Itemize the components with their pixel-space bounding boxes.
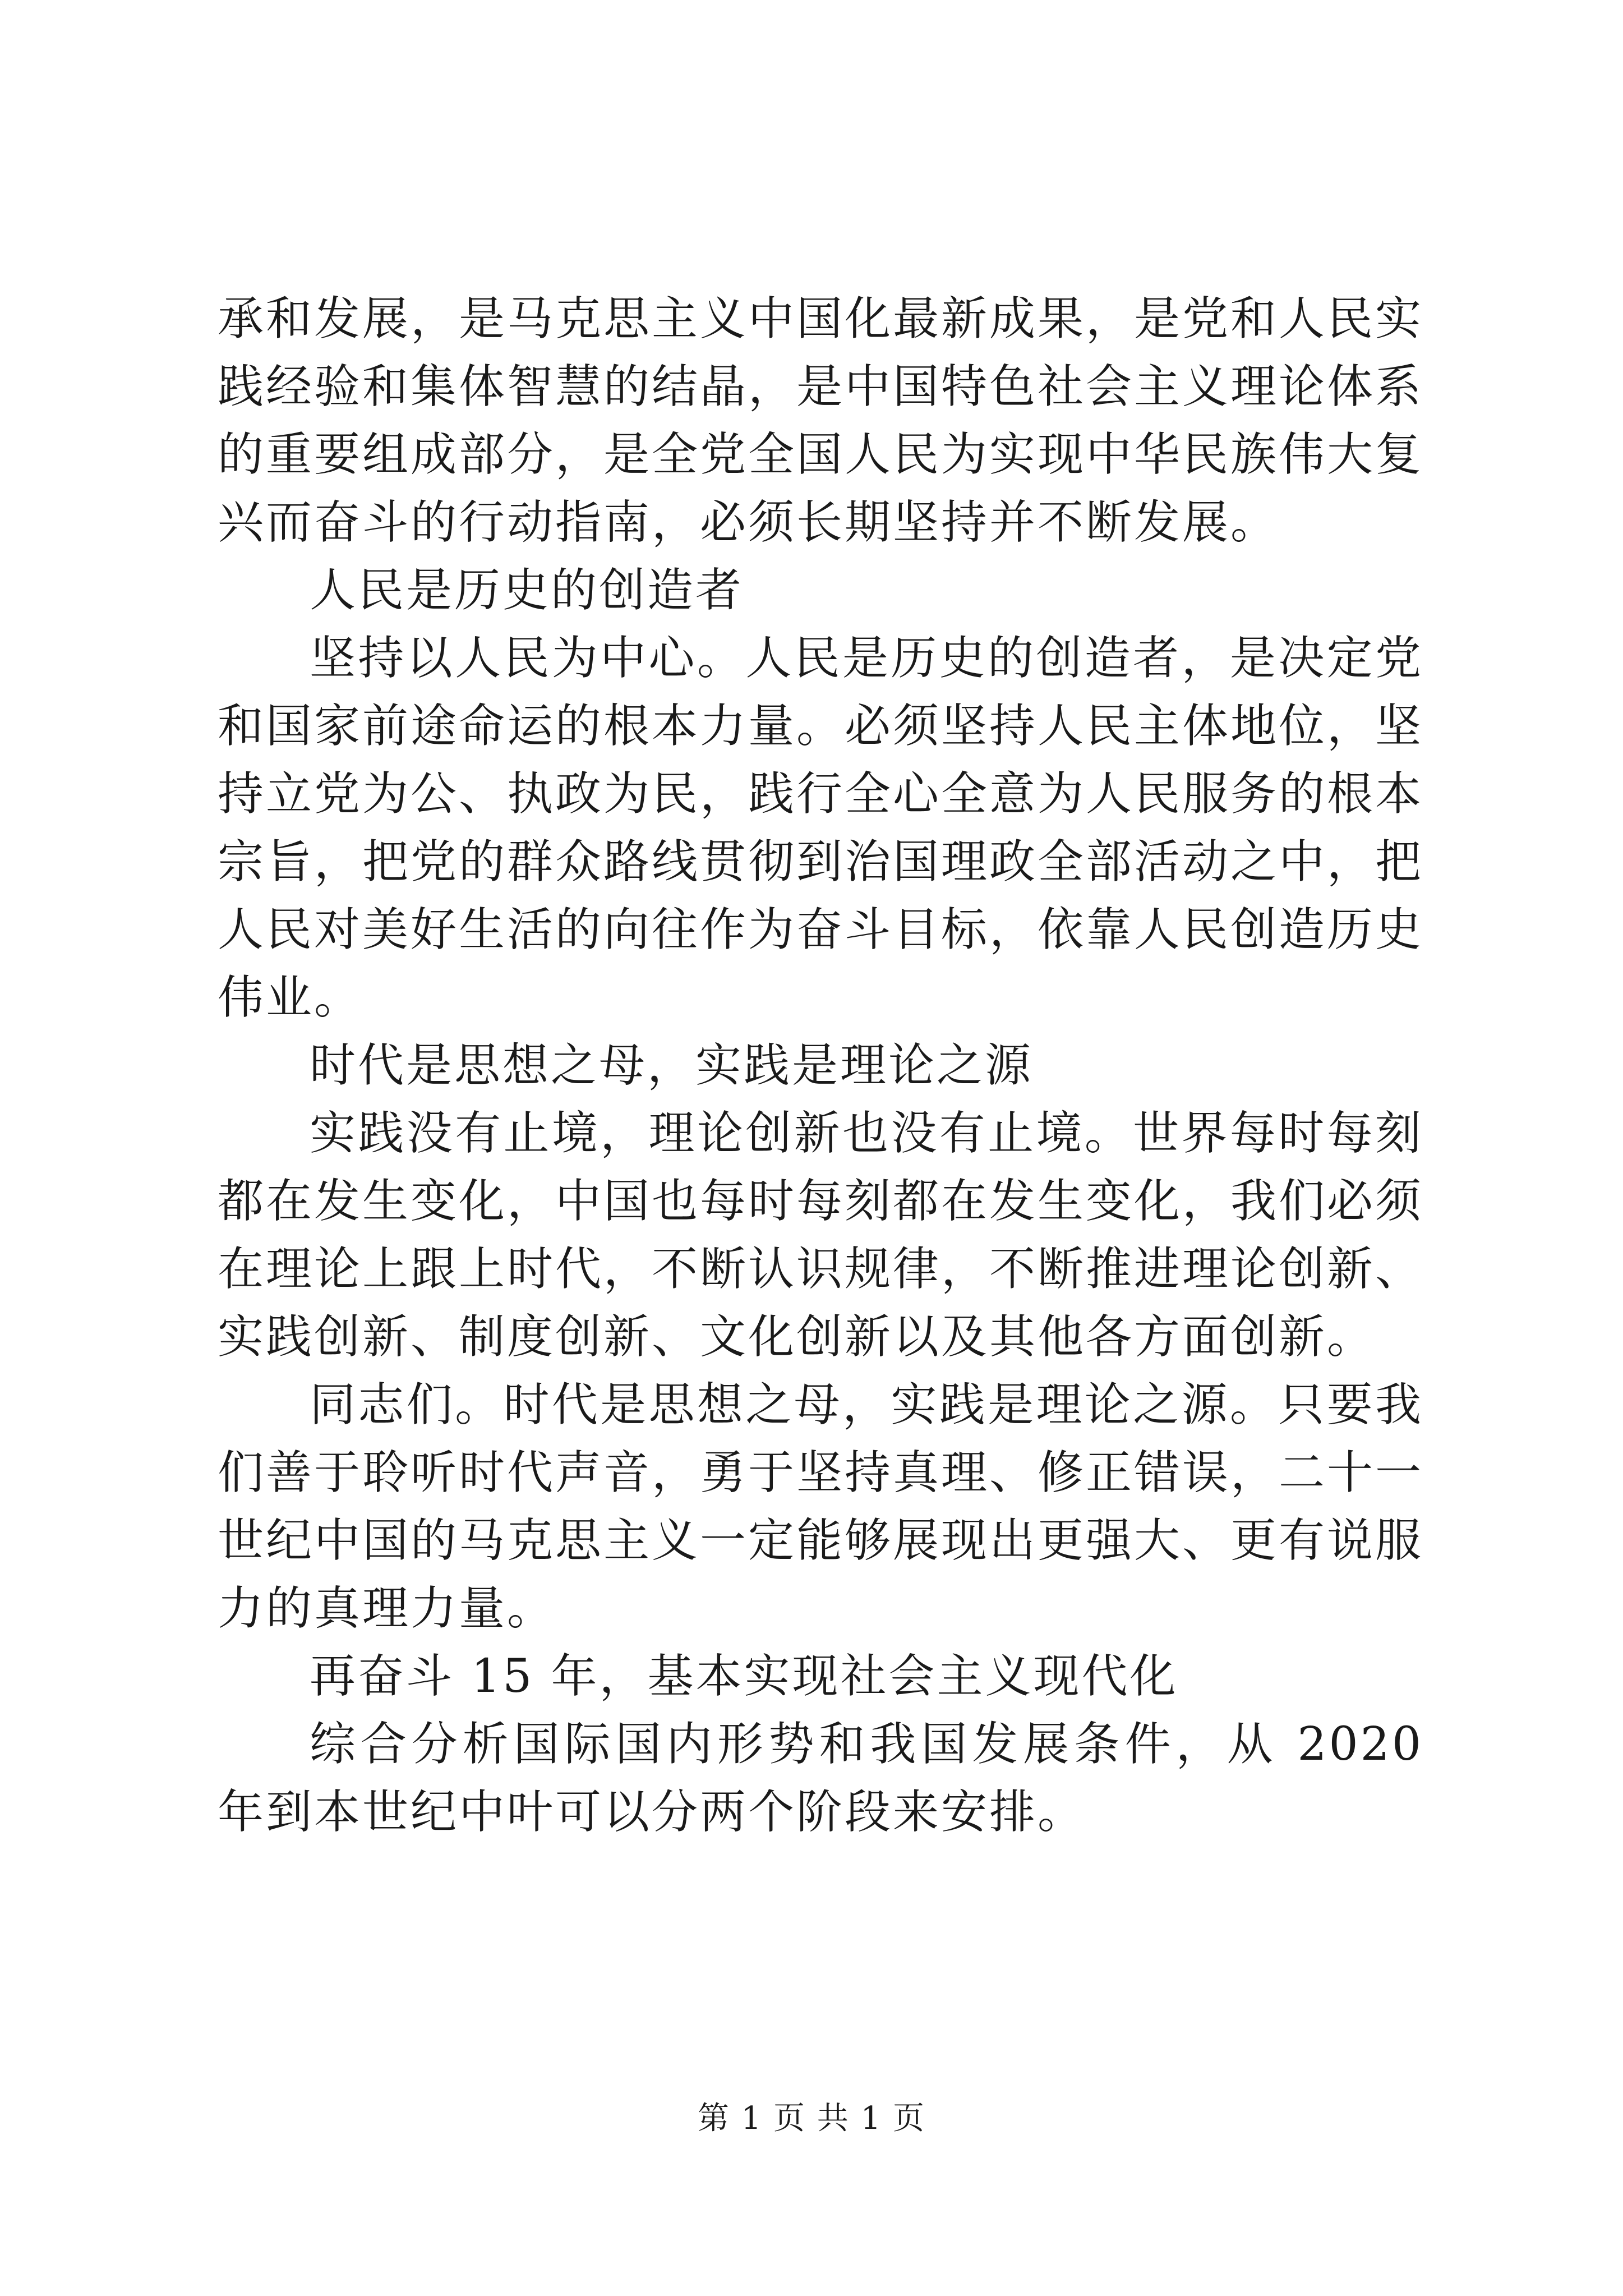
body-paragraph: 同志们。时代是思想之母，实践是理论之源。只要我们善于聆听时代声音，勇于坚持真理、修正错误，二十一世纪中国的马克思主义一定能够展现出更强大、更有说服力的真理力量。 bbox=[218, 1378, 1424, 1635]
paragraph-continuation: 承和发展，是马克思主义中国化最新成果，是党和人民实践经验和集体智慧的结晶，是中国特色社会主义理论体系的重要组成部分，是全党全国人民为实现中华民族伟大复兴而奋斗的行动指南，必须长期坚持并不断发展。 bbox=[218, 292, 1424, 549]
document-body bbox=[218, 285, 1423, 1846]
body-paragraph: 坚持以人民为中心。人民是历史的创造者，是决定党和国家前途命运的根本力量。必须坚持人民主体地位，坚持立党为公、执政为民，践行全心全意为人民服务的根本宗旨，把党的群众路线贯彻到治国理政全部活动之中，把人民对美好生活的向往作为奋斗目标，依靠人民创造历史伟业。 bbox=[218, 632, 1424, 1024]
page-footer: 第 1 页 共 1 页 bbox=[697, 2100, 926, 2137]
section-heading: 人民是历史的创造者 bbox=[310, 564, 744, 617]
section-heading: 再奋斗 15 年，基本实现社会主义现代化 bbox=[310, 1650, 1178, 1703]
section-heading: 时代是思想之母，实践是理论之源 bbox=[310, 1039, 1034, 1092]
body-paragraph: 实践没有止境，理论创新也没有止境。世界每时每刻都在发生变化，中国也每时每刻都在发生变化，我们必须在理论上跟上时代，不断认识规律，不断推进理论创新、实践创新、制度创新、文化创新以及其他各方面创新。 bbox=[218, 1107, 1424, 1364]
body-paragraph: 综合分析国际国内形势和我国发展条件，从 2020 年到本世纪中叶可以分两个阶段来安排。 bbox=[218, 1718, 1423, 1839]
